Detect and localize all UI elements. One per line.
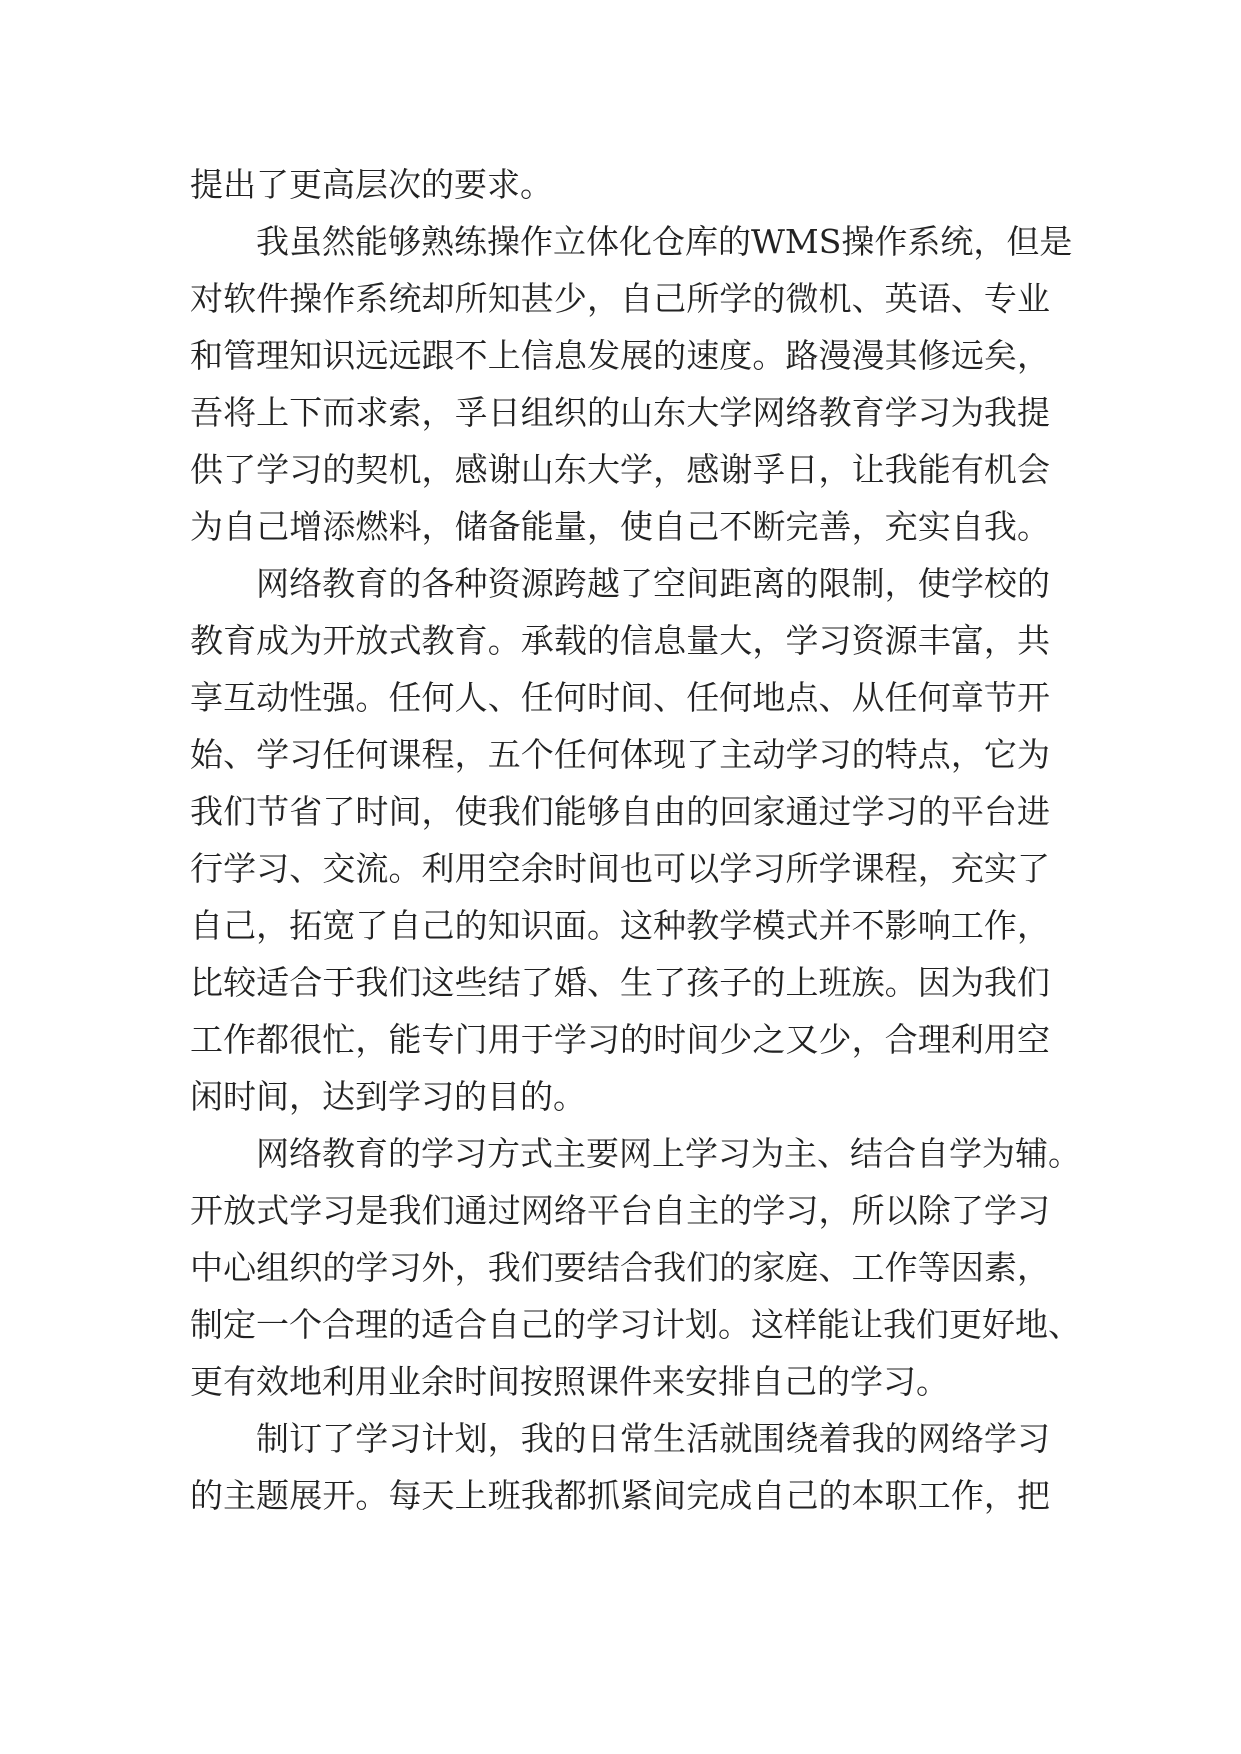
text-line: 自己，拓宽了自己的知识面。这种教学模式并不影响工作， [190,906,1050,945]
paragraph-first-line: 我虽然能够熟练操作立体化仓库的WMS操作系统，但是 [256,222,1073,261]
paragraph-first-line: 网络教育的学习方式主要网上学习为主、结合自学为辅。 [256,1134,1081,1173]
paragraph-first-line: 制订了学习计划，我的日常生活就围绕着我的网络学习 [256,1419,1050,1458]
text-line: 我们节省了时间，使我们能够自由的回家通过学习的平台进 [190,792,1050,831]
text-line: 吾将上下而求索，孚日组织的山东大学网络教育学习为我提 [190,393,1050,432]
text-line: 教育成为开放式教育。承载的信息量大，学习资源丰富，共 [190,621,1050,660]
body-text [190,156,1081,1524]
text-line: 享互动性强。任何人、任何时间、任何地点、从任何章节开 [190,678,1050,717]
text-line: 对软件操作系统却所知甚少，自己所学的微机、英语、专业 [190,279,1050,318]
text-line: 提出了更高层次的要求。 [190,165,553,204]
text-line: 的主题展开。每天上班我都抓紧间完成自己的本职工作，把 [190,1476,1050,1515]
text-line: 制定一个合理的适合自己的学习计划。这样能让我们更好地、 [190,1305,1081,1344]
text-line: 中心组织的学习外，我们要结合我们的家庭、工作等因素， [190,1248,1050,1287]
text-line: 行学习、交流。利用空余时间也可以学习所学课程，充实了 [190,849,1050,888]
text-line: 供了学习的契机，感谢山东大学，感谢孚日，让我能有机会 [190,450,1050,489]
paragraph-first-line: 网络教育的各种资源跨越了空间距离的限制，使学校的 [256,564,1050,603]
text-line: 和管理知识远远跟不上信息发展的速度。路漫漫其修远矣， [190,336,1050,375]
text-line: 始、学习任何课程，五个任何体现了主动学习的特点，它为 [190,735,1050,774]
text-line: 为自己增添燃料，储备能量，使自己不断完善，充实自我。 [190,507,1050,546]
text-line: 开放式学习是我们通过网络平台自主的学习，所以除了学习 [190,1191,1050,1230]
text-line: 更有效地利用业余时间按照课件来安排自己的学习。 [190,1362,949,1401]
text-line: 闲时间，达到学习的目的。 [190,1077,586,1116]
text-line: 工作都很忙，能专门用于学习的时间少之又少，合理利用空 [190,1020,1050,1059]
text-line: 比较适合于我们这些结了婚、生了孩子的上班族。因为我们 [190,963,1050,1002]
